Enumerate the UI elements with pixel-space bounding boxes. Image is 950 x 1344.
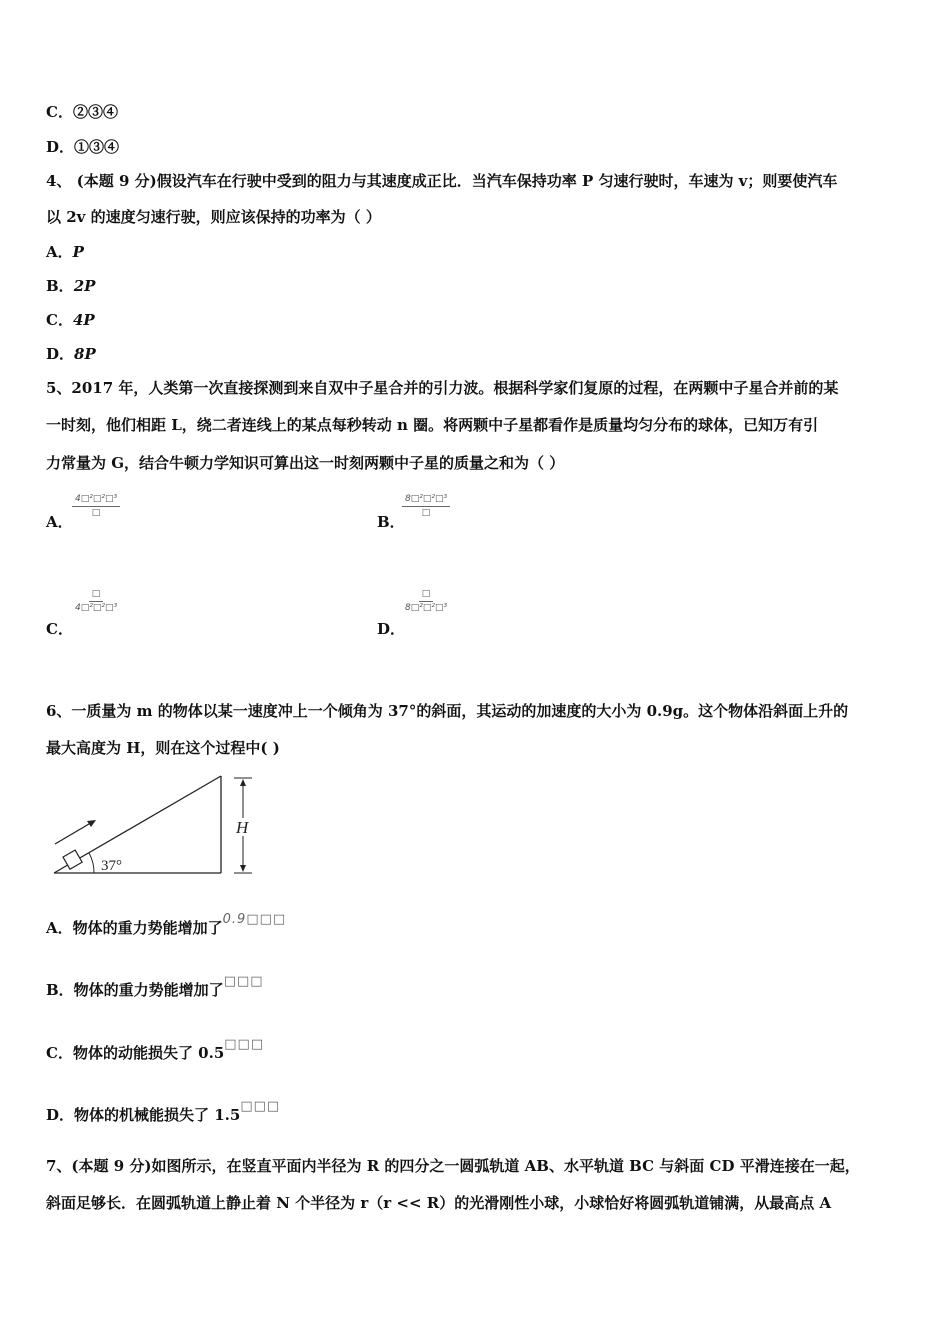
formula-numerator: 8□²□²□³ bbox=[402, 494, 450, 507]
q5-stem-line1: 5、2017 年，人类第一次直接探测到来自双中子星合并的引力波。根据科学家们复原的过程，在两颗中子星合并前的某 bbox=[46, 379, 839, 397]
formula-image: □□□ bbox=[224, 1037, 265, 1052]
incline-diagram bbox=[46, 772, 256, 878]
q3-option-c: C．②③④ bbox=[46, 103, 118, 121]
formula-denominator: 4□²□²□³ bbox=[75, 603, 118, 613]
q4-option-d: D．8P bbox=[46, 345, 96, 363]
q5-option-b-formula bbox=[402, 494, 450, 519]
q5-option-b-label: B． bbox=[377, 513, 405, 531]
arrowhead-icon bbox=[240, 779, 246, 786]
formula-denominator: □ bbox=[421, 508, 431, 518]
q7-stem-line2: 斜面足够长．在圆弧轨道上静止着 N 个半径为 r（r << R）的光滑刚性小球，小球恰好将圆弧轨道铺满，从最高点 A bbox=[46, 1194, 832, 1212]
q4-option-c: C．4P bbox=[46, 311, 95, 329]
formula-denominator: 8□²□²□³ bbox=[405, 603, 448, 613]
q4-stem-line1: 4、 (本题 9 分)假设汽车在行驶中受到的阻力与其速度成正比．当汽车保持功率 P 匀速行驶时，车速为 v；则要使汽车 bbox=[46, 172, 838, 190]
arrowhead-icon bbox=[240, 865, 246, 872]
q5-option-d-label: D． bbox=[377, 620, 406, 638]
q5-stem-line2: 一时刻，他们相距 L，绕二者连线上的某点每秒转动 n 圈。将两颗中子星都看作是质量均匀分布的球体，已知万有引 bbox=[46, 416, 819, 434]
q7-stem-line1: 7、(本题 9 分)如图所示，在竖直平面内半径为 R 的四分之一圆弧轨道 AB、水平轨道 BC 与斜面 CD 平滑连接在一起， bbox=[46, 1157, 860, 1175]
q5-option-a-formula bbox=[72, 494, 120, 519]
q6-stem-line1: 6、一质量为 m 的物体以某一速度冲上一个倾角为 37°的斜面，其运动的加速度的大小为 0.9g。这个物体沿斜面上升的 bbox=[46, 702, 849, 720]
q5-option-c-label: C． bbox=[46, 620, 73, 638]
q5-option-c-formula bbox=[72, 589, 120, 614]
formula-image: □□□ bbox=[223, 974, 264, 989]
q3-option-d: D．①③④ bbox=[46, 138, 120, 156]
formula-image: 0.9□□□ bbox=[222, 912, 287, 927]
q6-option-b: B．物体的重力势能增加了□□□ bbox=[46, 974, 264, 999]
q4-option-b: B．2P bbox=[46, 277, 96, 295]
q6-option-a: A．物体的重力势能增加了0.9□□□ bbox=[46, 912, 287, 937]
q6-option-c: C．物体的动能损失了 0.5□□□ bbox=[46, 1037, 265, 1062]
formula-image: □□□ bbox=[240, 1099, 281, 1114]
q5-option-d-formula bbox=[402, 589, 450, 614]
formula-denominator: □ bbox=[91, 508, 101, 518]
formula-numerator: □ bbox=[89, 589, 104, 602]
height-label: H bbox=[236, 818, 249, 837]
angle-label: 37° bbox=[101, 858, 122, 874]
velocity-arrow bbox=[55, 821, 94, 844]
q5-stem-line3: 力常量为 G，结合牛顿力学知识可算出这一时刻两颗中子星的质量之和为（ ） bbox=[46, 454, 565, 472]
q4-stem-line2: 以 2v 的速度匀速行驶，则应该保持的功率为（ ） bbox=[46, 208, 381, 226]
q6-option-d: D．物体的机械能损失了 1.5□□□ bbox=[46, 1099, 281, 1124]
angle-arc bbox=[89, 853, 94, 873]
q6-stem-line2: 最大高度为 H，则在这个过程中( ) bbox=[46, 739, 280, 757]
q5-option-a-label: A． bbox=[46, 513, 73, 531]
arrowhead-icon bbox=[87, 820, 96, 827]
formula-numerator: □ bbox=[419, 589, 434, 602]
formula-numerator: 4□²□²□³ bbox=[72, 494, 120, 507]
q4-option-a: A．P bbox=[46, 243, 84, 261]
